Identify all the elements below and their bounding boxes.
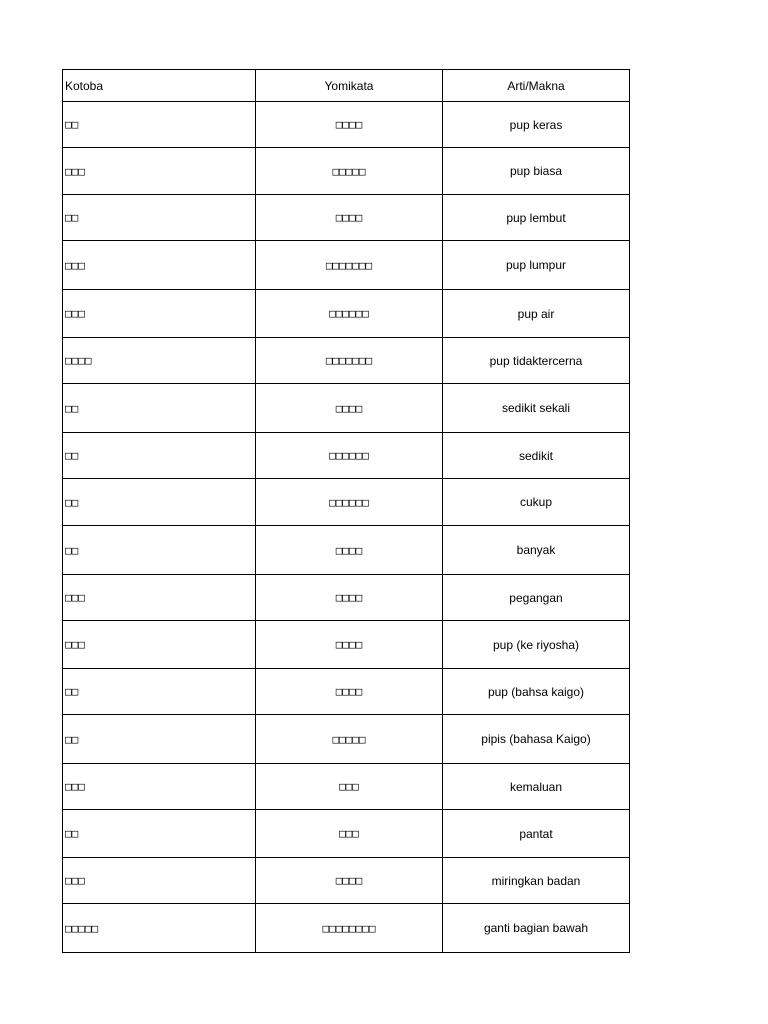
cell-yomikata: □□□□ xyxy=(256,621,443,669)
cell-arti: pup (ke riyosha) xyxy=(443,621,630,669)
cell-arti: miringkan badan xyxy=(443,858,630,904)
cell-yomikata: □□□□□□ xyxy=(256,290,443,338)
cell-arti: pegangan xyxy=(443,575,630,621)
table-row xyxy=(63,904,630,953)
header-kotoba: Kotoba xyxy=(63,70,256,102)
cell-kotoba: □□□ xyxy=(63,241,256,290)
cell-arti: pipis (bahasa Kaigo) xyxy=(443,715,630,764)
cell-arti: pup (bahsa kaigo) xyxy=(443,669,630,715)
cell-kotoba: □□□ xyxy=(63,290,256,338)
table-row xyxy=(63,715,630,764)
cell-arti: kemaluan xyxy=(443,764,630,810)
table-row xyxy=(63,195,630,241)
table-row xyxy=(63,102,630,148)
table-row xyxy=(63,148,630,195)
cell-yomikata: □□□ xyxy=(256,810,443,858)
cell-kotoba: □□□ xyxy=(63,148,256,195)
cell-yomikata: □□□ xyxy=(256,764,443,810)
cell-yomikata: □□□□ xyxy=(256,575,443,621)
table-row xyxy=(63,479,630,526)
cell-arti: sedikit xyxy=(443,433,630,479)
cell-kotoba: □□□□□ xyxy=(63,904,256,953)
cell-kotoba: □□ xyxy=(63,669,256,715)
cell-kotoba: □□ xyxy=(63,715,256,764)
cell-kotoba: □□ xyxy=(63,195,256,241)
cell-yomikata: □□□□□□□□ xyxy=(256,904,443,953)
cell-kotoba: □□□□ xyxy=(63,338,256,384)
cell-arti: pup biasa xyxy=(443,148,630,195)
cell-arti: banyak xyxy=(443,526,630,575)
header-row xyxy=(63,70,630,102)
cell-kotoba: □□ xyxy=(63,479,256,526)
cell-arti: ganti bagian bawah xyxy=(443,904,630,953)
cell-yomikata: □□□□ xyxy=(256,526,443,575)
cell-arti: pup keras xyxy=(443,102,630,148)
cell-yomikata: □□□□ xyxy=(256,384,443,433)
cell-arti: pup lumpur xyxy=(443,241,630,290)
cell-kotoba: □□ xyxy=(63,433,256,479)
vocabulary-table xyxy=(62,69,630,953)
cell-yomikata: □□□□□□□ xyxy=(256,241,443,290)
table-body xyxy=(63,70,630,953)
cell-arti: pup air xyxy=(443,290,630,338)
table-row xyxy=(63,433,630,479)
cell-yomikata: □□□□ xyxy=(256,102,443,148)
cell-kotoba: □□□ xyxy=(63,858,256,904)
cell-arti: cukup xyxy=(443,479,630,526)
cell-yomikata: □□□□□ xyxy=(256,715,443,764)
cell-yomikata: □□□□ xyxy=(256,195,443,241)
cell-arti: pup lembut xyxy=(443,195,630,241)
header-arti: Arti/Makna xyxy=(443,70,630,102)
table-row xyxy=(63,241,630,290)
cell-yomikata: □□□□□□ xyxy=(256,479,443,526)
cell-kotoba: □□ xyxy=(63,810,256,858)
cell-kotoba: □□□ xyxy=(63,621,256,669)
cell-yomikata: □□□□ xyxy=(256,669,443,715)
cell-arti: pantat xyxy=(443,810,630,858)
cell-kotoba: □□ xyxy=(63,526,256,575)
table-row xyxy=(63,575,630,621)
cell-kotoba: □□ xyxy=(63,384,256,433)
table-row xyxy=(63,526,630,575)
table-row xyxy=(63,810,630,858)
cell-yomikata: □□□□ xyxy=(256,858,443,904)
header-yomikata: Yomikata xyxy=(256,70,443,102)
table-row xyxy=(63,290,630,338)
table-row xyxy=(63,621,630,669)
cell-yomikata: □□□□□ xyxy=(256,148,443,195)
cell-kotoba: □□□ xyxy=(63,575,256,621)
cell-yomikata: □□□□□□ xyxy=(256,433,443,479)
cell-kotoba: □□□ xyxy=(63,764,256,810)
cell-kotoba: □□ xyxy=(63,102,256,148)
table-row xyxy=(63,764,630,810)
cell-arti: sedikit sekali xyxy=(443,384,630,433)
cell-yomikata: □□□□□□□ xyxy=(256,338,443,384)
cell-arti: pup tidaktercerna xyxy=(443,338,630,384)
table-row xyxy=(63,338,630,384)
table-row xyxy=(63,858,630,904)
table-row xyxy=(63,384,630,433)
table-row xyxy=(63,669,630,715)
